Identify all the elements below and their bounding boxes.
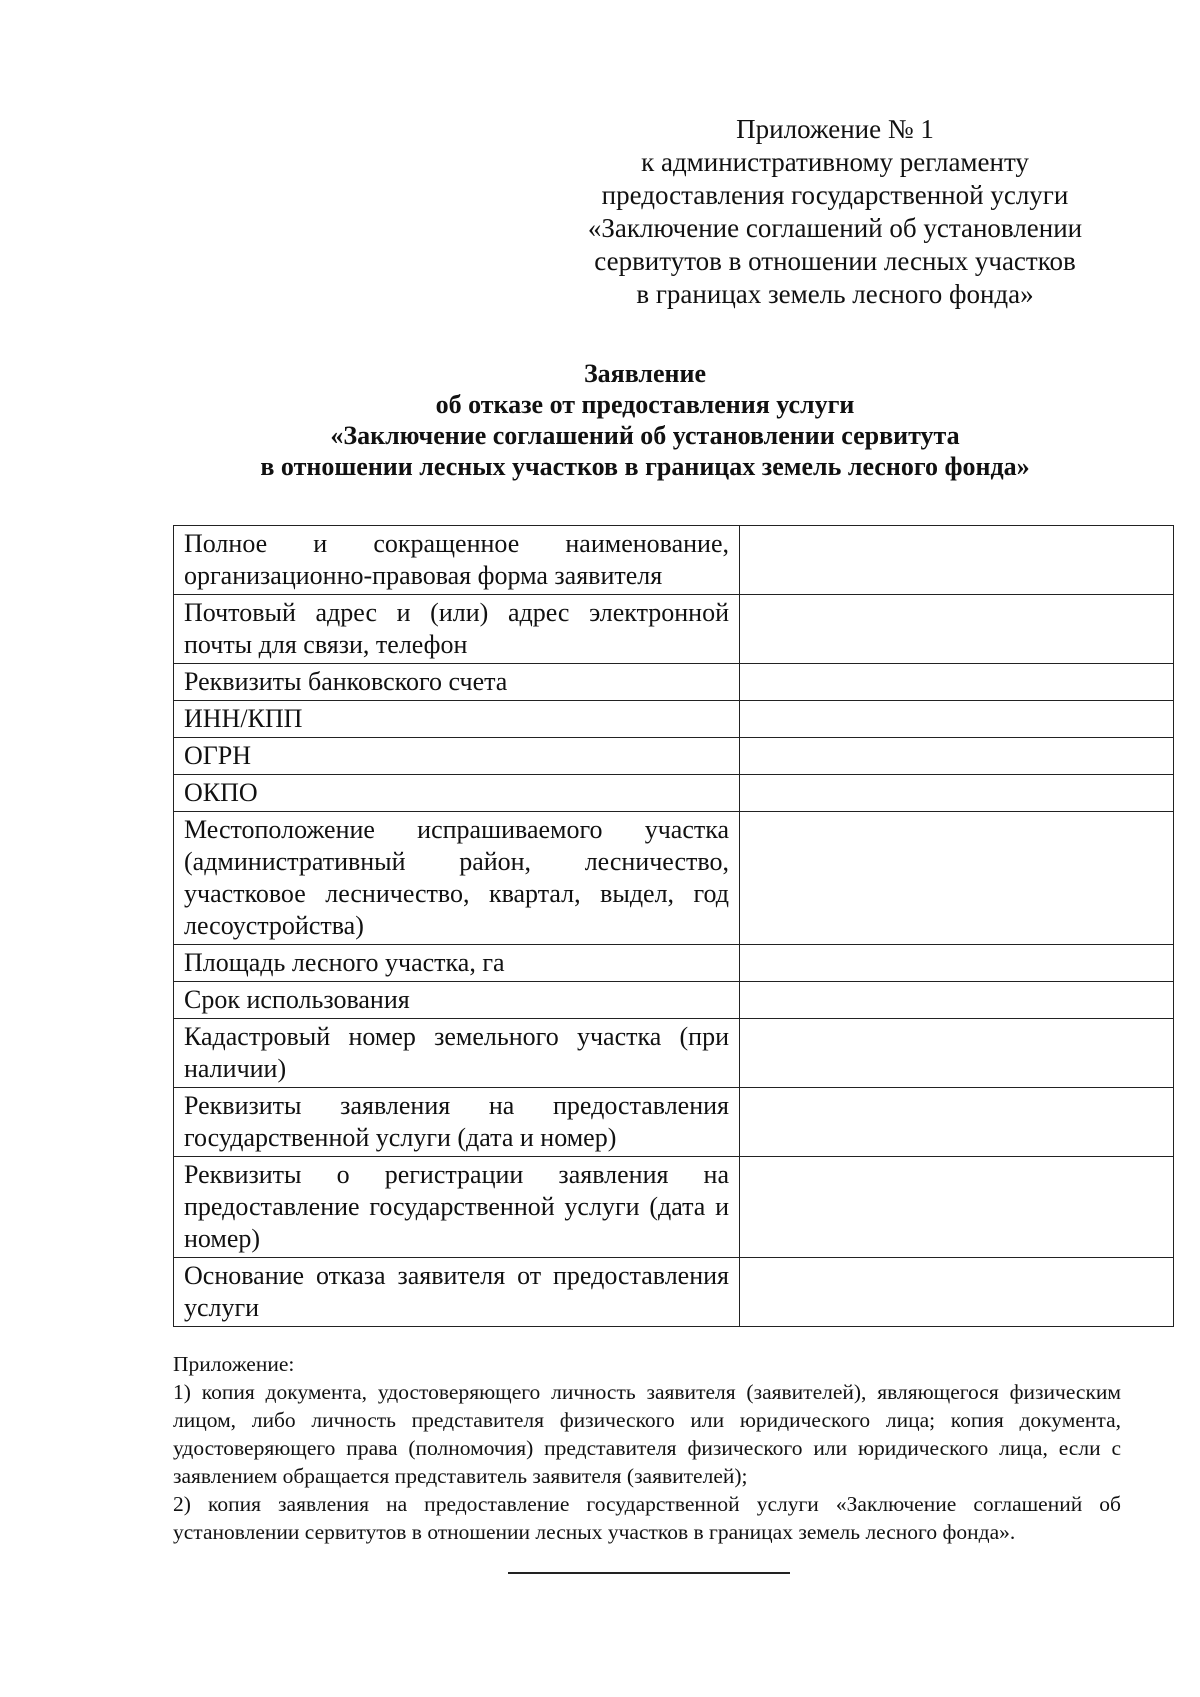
row-value-field[interactable] [740, 526, 1174, 595]
title-line: об отказе от предоставления услуги [435, 390, 855, 419]
row-value-field[interactable] [740, 595, 1174, 664]
attachments-section [173, 1350, 1121, 1546]
row-label: ОКПО [174, 775, 740, 812]
application-form-table [173, 525, 1174, 1327]
attachment-item: 2) копия заявления на предоставление государственной услуги «Заключение соглашений об установлении сервитутов в отношении лесных участков в границах земель лесного фонда». [173, 1492, 1121, 1544]
row-label: ОГРН [174, 738, 740, 775]
row-value-field[interactable] [740, 812, 1174, 945]
table-row [174, 701, 1174, 738]
annex-header [560, 113, 1110, 311]
table-row [174, 738, 1174, 775]
row-label: Основание отказа заявителя от предоставления услуги [174, 1258, 740, 1327]
table-row [174, 526, 1174, 595]
signature-line [508, 1572, 790, 1574]
attachment-item: 1) копия документа, удостоверяющего личность заявителя (заявителей), являющегося физическим лицом, либо личность представителя физического или юридического лица; копия документа, удостоверяющего права (полномочия) представителя физического или юридического лица, если с заявлением обращается представитель заявителя (заявителей); [173, 1380, 1121, 1488]
table-row [174, 1088, 1174, 1157]
title-line: «Заключение соглашений об установлении сервитута [330, 421, 960, 450]
row-value-field[interactable] [740, 1157, 1174, 1258]
annex-line: сервитутов в отношении лесных участков [594, 246, 1076, 276]
row-value-field[interactable] [740, 1088, 1174, 1157]
table-row [174, 1157, 1174, 1258]
table-row [174, 664, 1174, 701]
row-label: ИНН/КПП [174, 701, 740, 738]
annex-line: к административному регламенту [641, 147, 1029, 177]
row-label: Реквизиты банковского счета [174, 664, 740, 701]
row-value-field[interactable] [740, 945, 1174, 982]
table-row [174, 982, 1174, 1019]
title-line: Заявление [583, 359, 707, 388]
row-value-field[interactable] [740, 1019, 1174, 1088]
row-value-field[interactable] [740, 982, 1174, 1019]
annex-line: Приложение № 1 [736, 114, 934, 144]
table-row [174, 595, 1174, 664]
table-row [174, 775, 1174, 812]
row-label: Почтовый адрес и (или) адрес электронной почты для связи, телефон [174, 595, 740, 664]
row-label: Площадь лесного участка, га [174, 945, 740, 982]
row-value-field[interactable] [740, 775, 1174, 812]
annex-line: в границах земель лесного фонда» [636, 279, 1034, 309]
table-row [174, 945, 1174, 982]
table-row [174, 1019, 1174, 1088]
row-label: Реквизиты заявления на предоставления государственной услуги (дата и номер) [174, 1088, 740, 1157]
row-label: Местоположение испрашиваемого участка (административный район, лесничество, участковое лесничество, квартал, выдел, год лесоустройства) [174, 812, 740, 945]
annex-line: «Заключение соглашений об установлении [587, 213, 1083, 243]
table-row [174, 1258, 1174, 1327]
row-value-field[interactable] [740, 701, 1174, 738]
row-label: Полное и сокращенное наименование, организационно-правовая форма заявителя [174, 526, 740, 595]
row-label: Кадастровый номер земельного участка (при наличии) [174, 1019, 740, 1088]
row-value-field[interactable] [740, 664, 1174, 701]
document-title [120, 358, 1170, 482]
row-value-field[interactable] [740, 738, 1174, 775]
table-row [174, 812, 1174, 945]
row-label: Реквизиты о регистрации заявления на предоставление государственной услуги (дата и номер) [174, 1157, 740, 1258]
title-line: в отношении лесных участков в границах земель лесного фонда» [260, 452, 1030, 481]
row-label: Срок использования [174, 982, 740, 1019]
annex-line: предоставления государственной услуги [601, 180, 1069, 210]
row-value-field[interactable] [740, 1258, 1174, 1327]
attachments-heading: Приложение: [173, 1352, 295, 1376]
